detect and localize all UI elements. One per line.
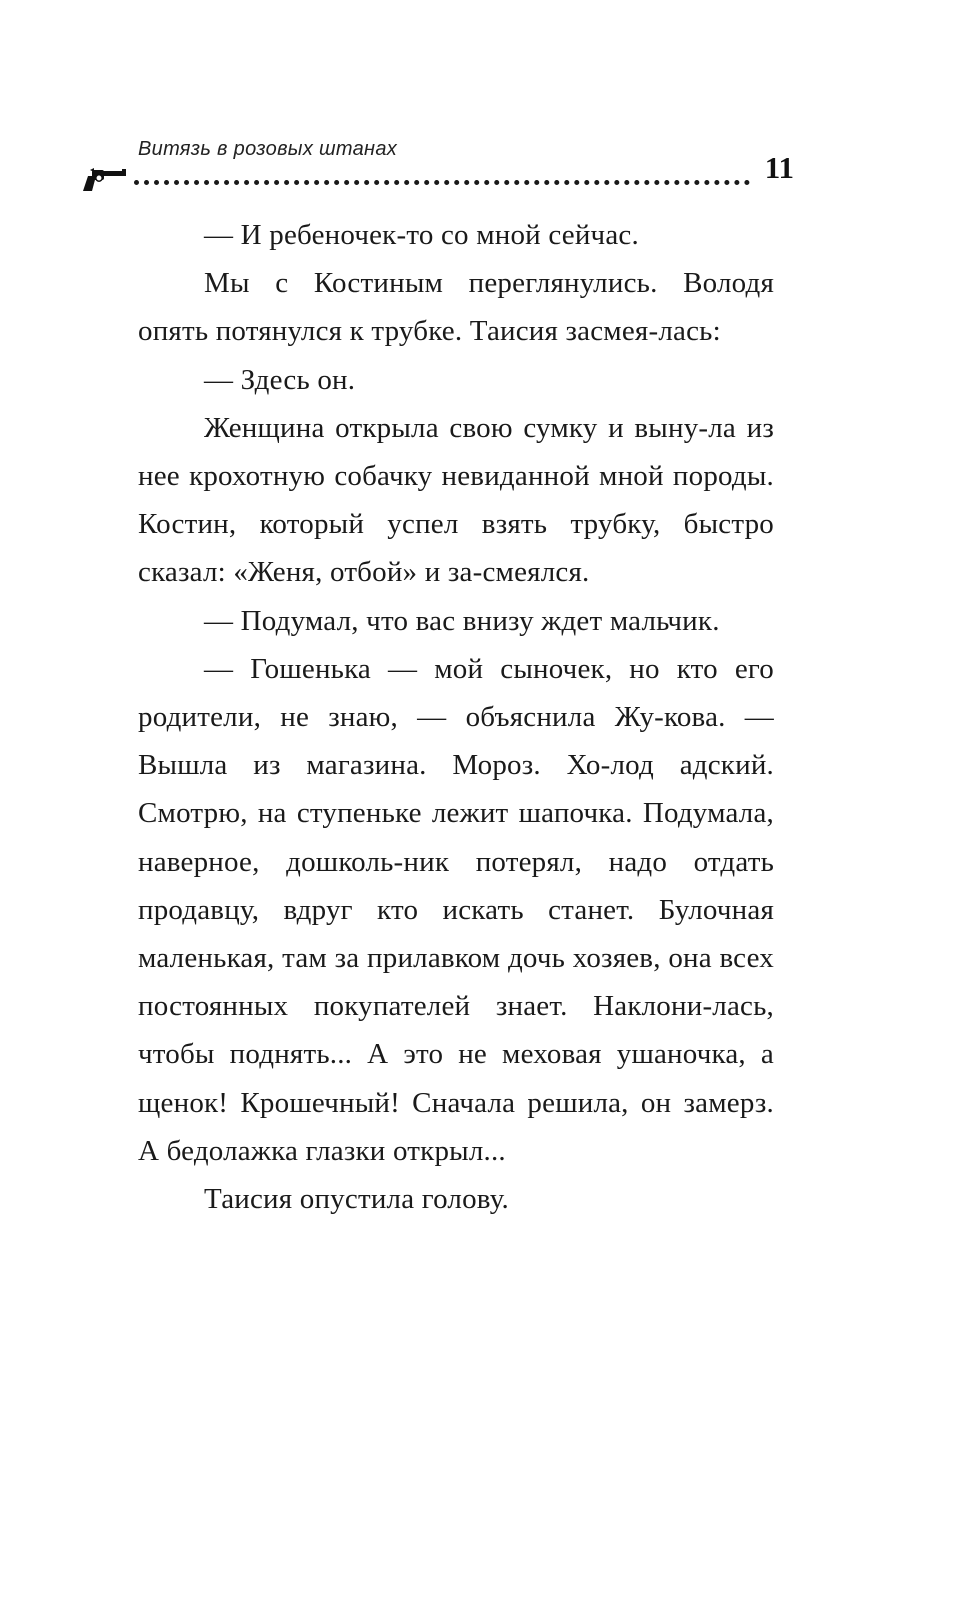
running-head (82, 138, 794, 208)
body-text (138, 211, 774, 1223)
paragraph: Женщина открыла свою сумку и выну-ла из нее крохотную собачку невиданной мной породы. Костин, который успел взять трубку, быстро сказал: «Женя, отбой» и за-смеялся. (138, 411, 774, 589)
paragraph: Мы с Костиным переглянулись. Володя опять потянулся к трубке. Таисия засмея-лась: (138, 267, 774, 348)
book-title: Витязь в розовых штанах (138, 138, 398, 160)
paragraph: Таисия опустила голову. (204, 1183, 509, 1216)
revolver-icon (82, 168, 128, 192)
paragraph: — Гошенька — мой сыночек, но кто его родители, не знаю, — объяснила Жу-кова. — Вышла из магазина. Мороз. Хо-лод адский. Смотрю, на ступеньке лежит шапочка. Подумала, наверное, дошколь-ник потерял, надо отдать продавцу, вдруг кто искать станет. Булочная маленькая, там за прилавком дочь хозяев, она всех постоянных покупателей знает. Наклони-лась, чтобы поднять... А это не меховая ушаночка, а щенок! Крошечный! Сначала решила, он замерз. А бедолажка глазки открыл... (138, 652, 774, 1167)
page-number: 11 (764, 150, 794, 185)
paragraph: — Здесь он. (204, 363, 356, 396)
paragraph: — И ребеночек-то со мной сейчас. (204, 219, 639, 251)
dotted-rule (134, 180, 750, 185)
paragraph: — Подумал, что вас внизу ждет мальчик. (204, 604, 720, 637)
